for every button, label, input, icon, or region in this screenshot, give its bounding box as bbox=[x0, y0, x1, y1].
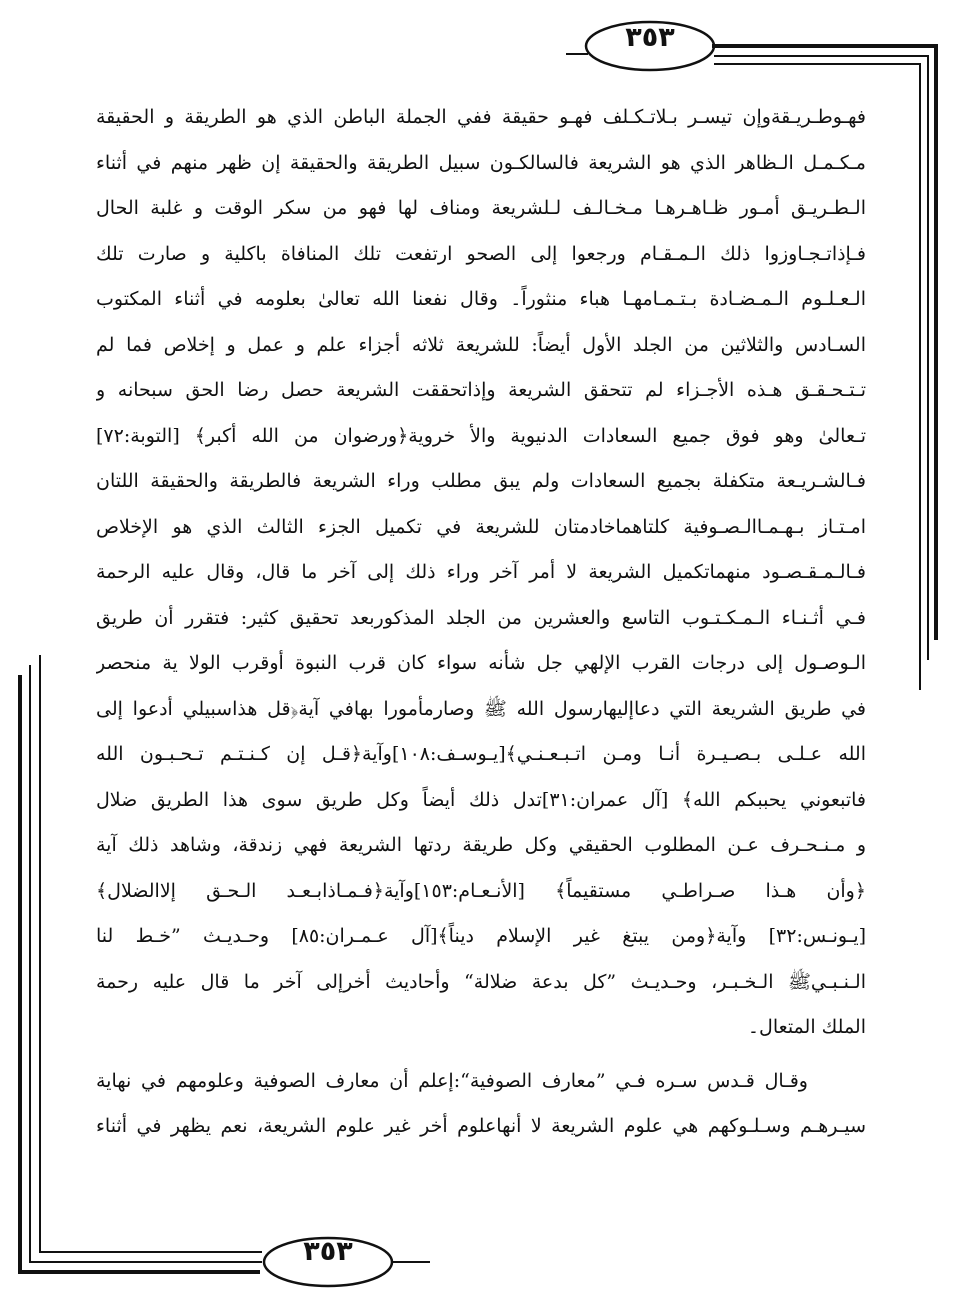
text-line-20: الـنـبـيﷺ الـخـبـر، وحـديـث ”كل بدعة ضلالة“ وأحاديث أخرإلى آخر ما قال عليه رحمة bbox=[96, 970, 866, 993]
text-line-19: [يـونـس:٣٢] وآية﴿ومن يبتغ غير الإسلام ديناً﴾[آل عـمـران:٨٥] وحـديـث ”خـط لنا bbox=[96, 925, 866, 947]
text-line-16: فاتبعوني يحببكم الله﴾ [آل عمران:٣١]تدل ذلك أيضاً وكل طريق سوى هذا الطريق ضلال bbox=[96, 788, 866, 811]
text-line-8: تـعالیٰ وهو فوق جميع السعادات الدنيوية والأ خروية﴿ورضوان من الله أكبر﴾ [التوبة:٧٢] bbox=[96, 424, 866, 447]
text-line-17: و مـنـحـرف عـن المطلوب الحقيقي وكل طريقة ردتها الشريعة فهي زندقة، وشاهد ذلك آية bbox=[96, 834, 866, 856]
text-line-22: وقـال قـدس سـره فـي ”معارف الصوفية“:إعلم أن معارف الصوفية وعلومهم في نهاية bbox=[96, 1069, 808, 1092]
text-line-23: سيـرهـم وسـلـوكهم هي علوم الشريعة لا أنهاعلوم أخر غير علوم الشريعة، نعم يظهر في أثناء bbox=[96, 1115, 866, 1137]
text-line-5: الـعـلـوم الـمـضـادة بـتـمـامهـا هباء منثوراً۔ وقال نفعنا الله تعالیٰ بعلومه في أثناء المكتوب bbox=[96, 288, 866, 310]
text-line-13: الـوصـول إلى درجات القرب الإلهي جل شأنه سواء كان قرب النبوة أوقرب الولا ية منحصر bbox=[96, 652, 866, 674]
text-line-15: الله عـلـى بـصـيـرة أنـا ومـن اتـبـعـنـي﴾[يـوسـف:١٠٨]وآية﴿قـل إن كـنـتـم تـحـبـون الله bbox=[96, 743, 866, 765]
text-line-3: الـطـريـق أمـور ظـاهـرهـا مـخـالـف لـلشريعة ومناف لها فهو من سكر الوقت و غلبة الحال bbox=[96, 197, 866, 219]
text-line-6: السـادس والثلاثين من الجلد الأول أيضاً: للشريعة ثلاثه أجزاء علم و عمل و إخلاص فما لم bbox=[96, 333, 866, 356]
text-line-11: فـالـمـقـصـود منهماتكميل الشريعة لا أمر آخر وراء ذلك إلى آخر ما قال، وقال عليه الرحمة bbox=[96, 561, 866, 583]
text-line-9: فـالشـريـعة متكفلة بجميع السعادات ولم يبق مطلب وراء الشريعة فالطريقة والحقيقة اللتان bbox=[96, 470, 866, 492]
text-line-14: في طريق الشريعة التي دعاإليهارسول الله ﷺ وصارمأمورا بهافي آية﴿قل هذاسبيلي أدعوا إلى bbox=[96, 697, 866, 720]
text-line-1: فهـوطـريـقةوإن تيسـر بـلاتـكـلف فهـو حقيقة ففي الجملة الباطن الذي هو الطريقة و الحقيقة bbox=[96, 106, 866, 128]
top-page-number: ٣٥٣ bbox=[625, 22, 675, 53]
text-line-18: ﴿وأن هـذا صـراطـي مستقيماً﴾ [الأنـعـام:١٥٣]وآية﴿فـمـاذابـعـد الـحـق إلاالضلال﴾ bbox=[96, 879, 866, 902]
text-line-4: فـإذاتـجـاوزوا ذلك الـمـقـام ورجعوا إلى الصحو ارتفعت تلك المنافاة باكلية و صارت تلك bbox=[96, 242, 866, 265]
paragraph-gap bbox=[96, 1051, 866, 1059]
text-line-2: مـكـمـل الـظاهر الذي هو الشريعة فالسالكـون سبيل الطريقة والحقيقة إن ظهر منهم في أثناء bbox=[96, 151, 866, 174]
text-line-12: فـي أثـنـاء الـمـكـتـوب التاسع والعشرين من الجلد المذكوربعد تحقيق كثير: فتقرر أن طريق bbox=[96, 606, 866, 629]
text-line-21: الملك المتعال۔ bbox=[747, 1016, 866, 1038]
arabic-body-text bbox=[96, 95, 866, 1150]
text-line-10: امـتـاز بـهـمـاالـصـوفية كلتاهماخادمتان للشريعة في تكميل الجزء الثالث الذي هو الإخلاص bbox=[96, 515, 866, 538]
bottom-page-number: ٣٥٣ bbox=[303, 1236, 353, 1267]
text-line-7: تـتـحـقـق هـذه الأجـزاء لم تتحقق الشريعة وإذاتحققت الشريعة حصل رضا الحق سبحانه و bbox=[96, 379, 866, 401]
